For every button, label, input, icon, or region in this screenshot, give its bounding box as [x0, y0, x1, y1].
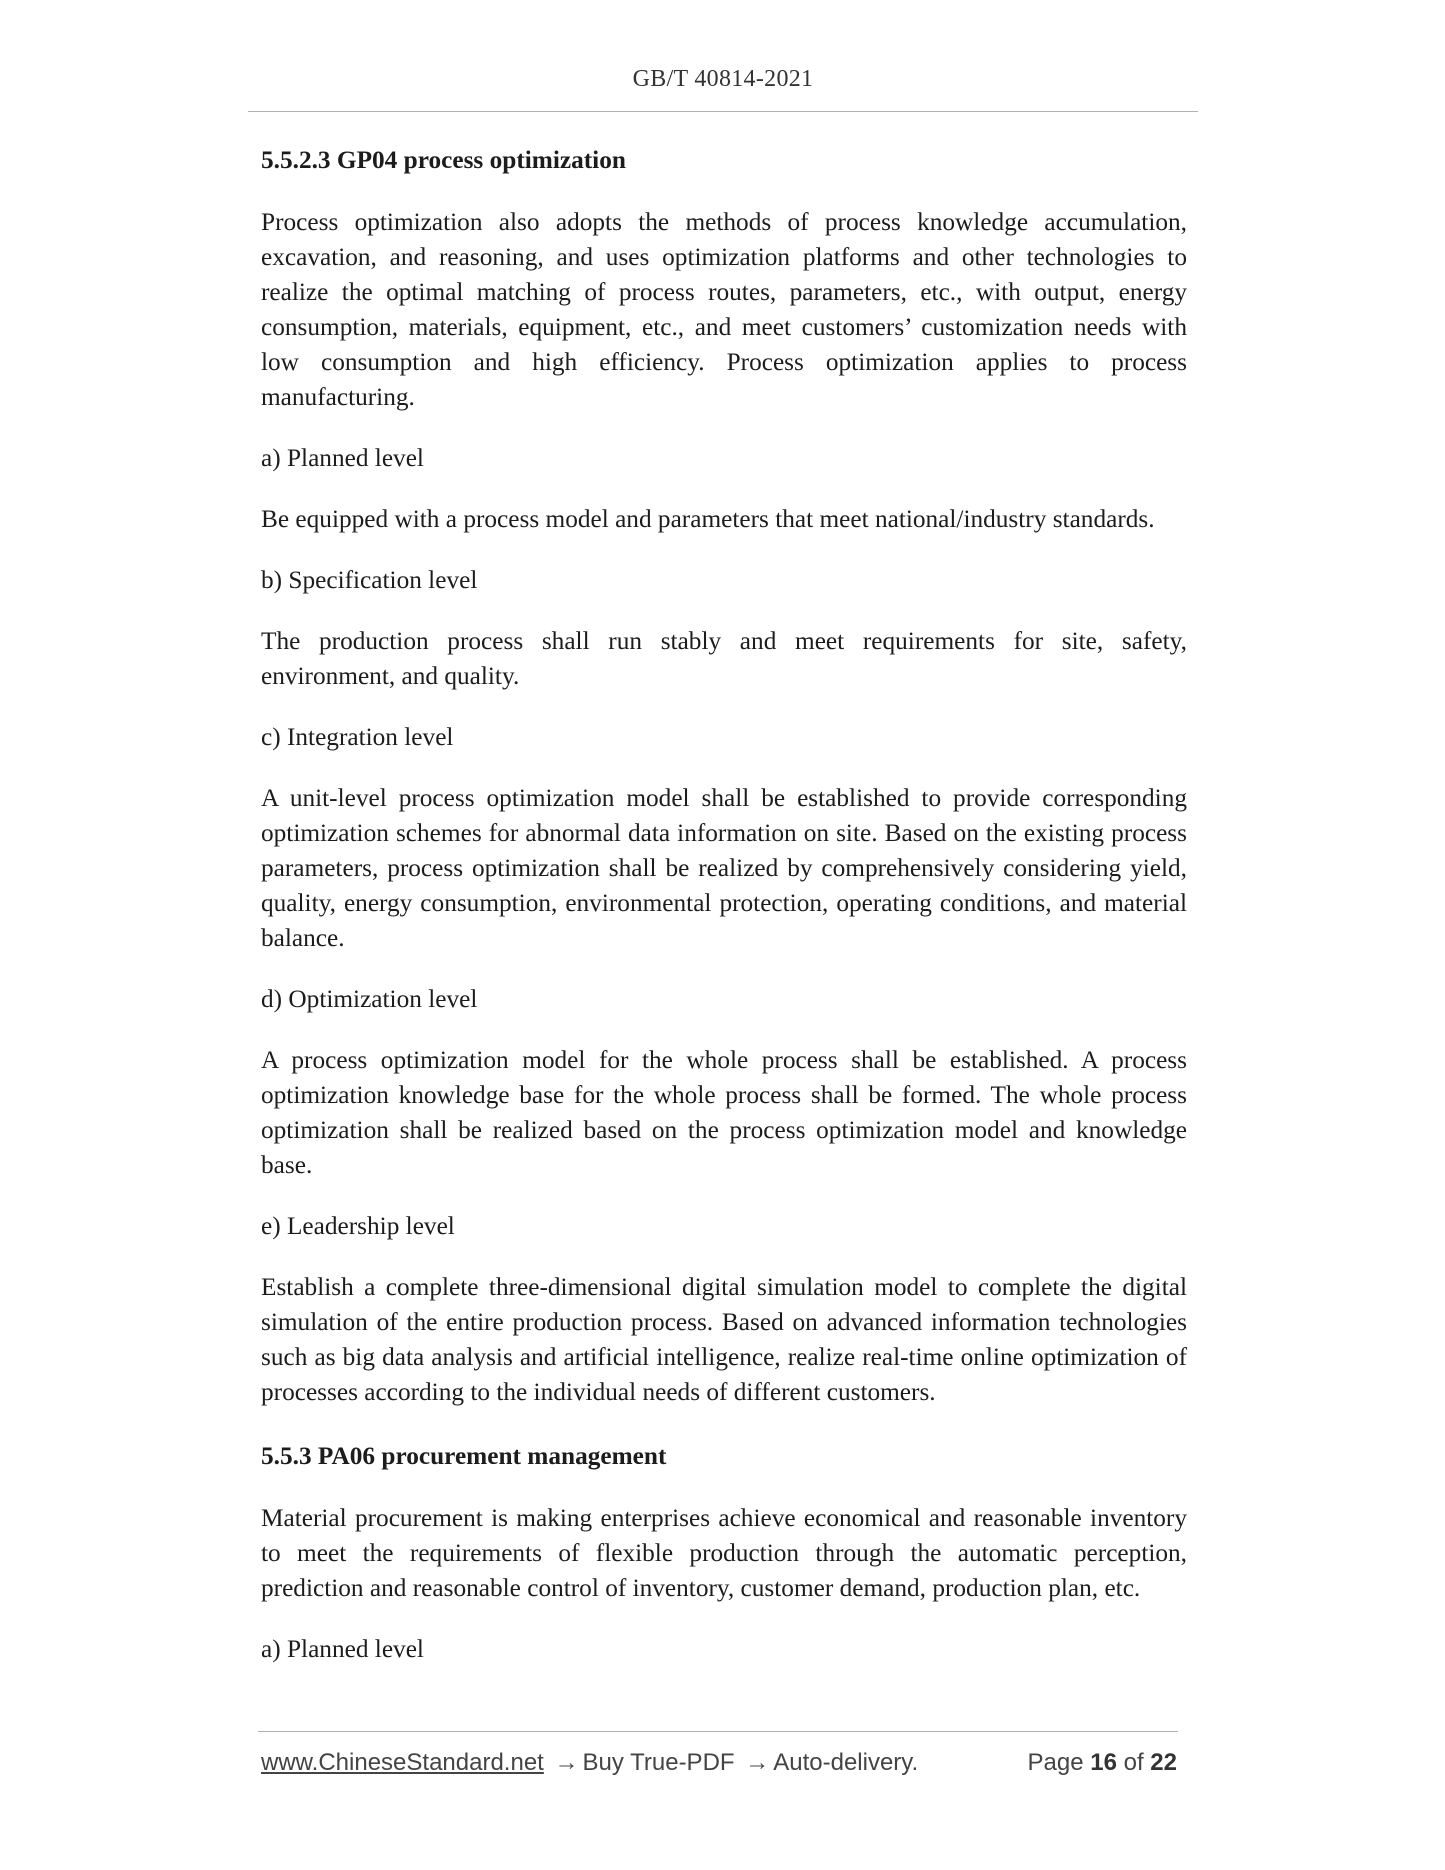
arrow-right-icon: → [745, 1749, 770, 1776]
level-label-optimization: d) Optimization level [261, 985, 478, 1013]
level-text-leadership: Establish a complete three-dimensional digital simulation model to complete the digital simulation of the entire production process. Based on advanced information technologies such as big data analysis and artificial intelligence, realize real-time online optimization of processes according to the individual needs of different customers. [261, 1273, 1187, 1406]
level-label-leadership: e) Leadership level [261, 1212, 455, 1240]
procurement-intro-paragraph: Material procurement is making enterprises achieve economical and reasonable inventory to meet the requirements of flexible production through the automatic perception, prediction and reasonable control of inventory, customer demand, production plan, etc. [261, 1504, 1187, 1602]
level-label-planned: a) Planned level [261, 444, 424, 472]
page-indicator [1028, 1749, 1178, 1777]
page-footer [261, 1749, 1181, 1777]
total-pages-number: 22 [1150, 1749, 1177, 1776]
footer-divider [258, 1731, 1178, 1732]
of-word: of [1123, 1749, 1144, 1776]
header-divider [248, 111, 1198, 112]
level-label-integration: c) Integration level [261, 723, 454, 751]
section-heading-gp04: 5.5.2.3 GP04 process optimization [261, 146, 626, 174]
procurement-level-label-planned: a) Planned level [261, 1635, 424, 1663]
buy-true-pdf-text: Buy True-PDF [582, 1749, 735, 1776]
current-page-number: 16 [1090, 1749, 1117, 1776]
level-text-planned: Be equipped with a process model and parameters that meet national/industry standards. [261, 505, 1155, 533]
auto-delivery-text: Auto-delivery. [773, 1749, 919, 1776]
section-heading-pa06: 5.5.3 PA06 procurement management [261, 1442, 667, 1470]
level-text-integration: A unit-level process optimization model shall be established to provide corresponding optimization schemes for abnormal data information on site. Based on the existing process parameters, process optimization shall be realized by comprehensively considering yield, quality, energy consumption, environmental protection, operating conditions, and material balance. [261, 784, 1187, 952]
website-link[interactable]: www.ChineseStandard.net [261, 1749, 544, 1776]
section-intro-paragraph: Process optimization also adopts the methods of process knowledge accumulation, excavation, and reasoning, and uses optimization platforms and other technologies to realize the optimal matching of process routes, parameters, etc., with output, energy consumption, materials, equipment, etc., and meet customers’ customization needs with low consumption and high efficiency. Process optimization applies to process manufacturing. [261, 208, 1187, 411]
level-label-specification: b) Specification level [261, 566, 478, 594]
document-id-header: GB/T 40814-2021 [632, 66, 814, 92]
arrow-right-icon: → [554, 1749, 579, 1776]
level-text-optimization: A process optimization model for the whole process shall be established. A process optimization knowledge base for the whole process shall be formed. The whole process optimization shall be realized based on the process optimization model and knowledge base. [261, 1046, 1187, 1179]
level-text-specification: The production process shall run stably and meet requirements for site, safety, environment, and quality. [261, 627, 1187, 690]
page-word: Page [1027, 1749, 1084, 1776]
page-body [261, 140, 1187, 1693]
